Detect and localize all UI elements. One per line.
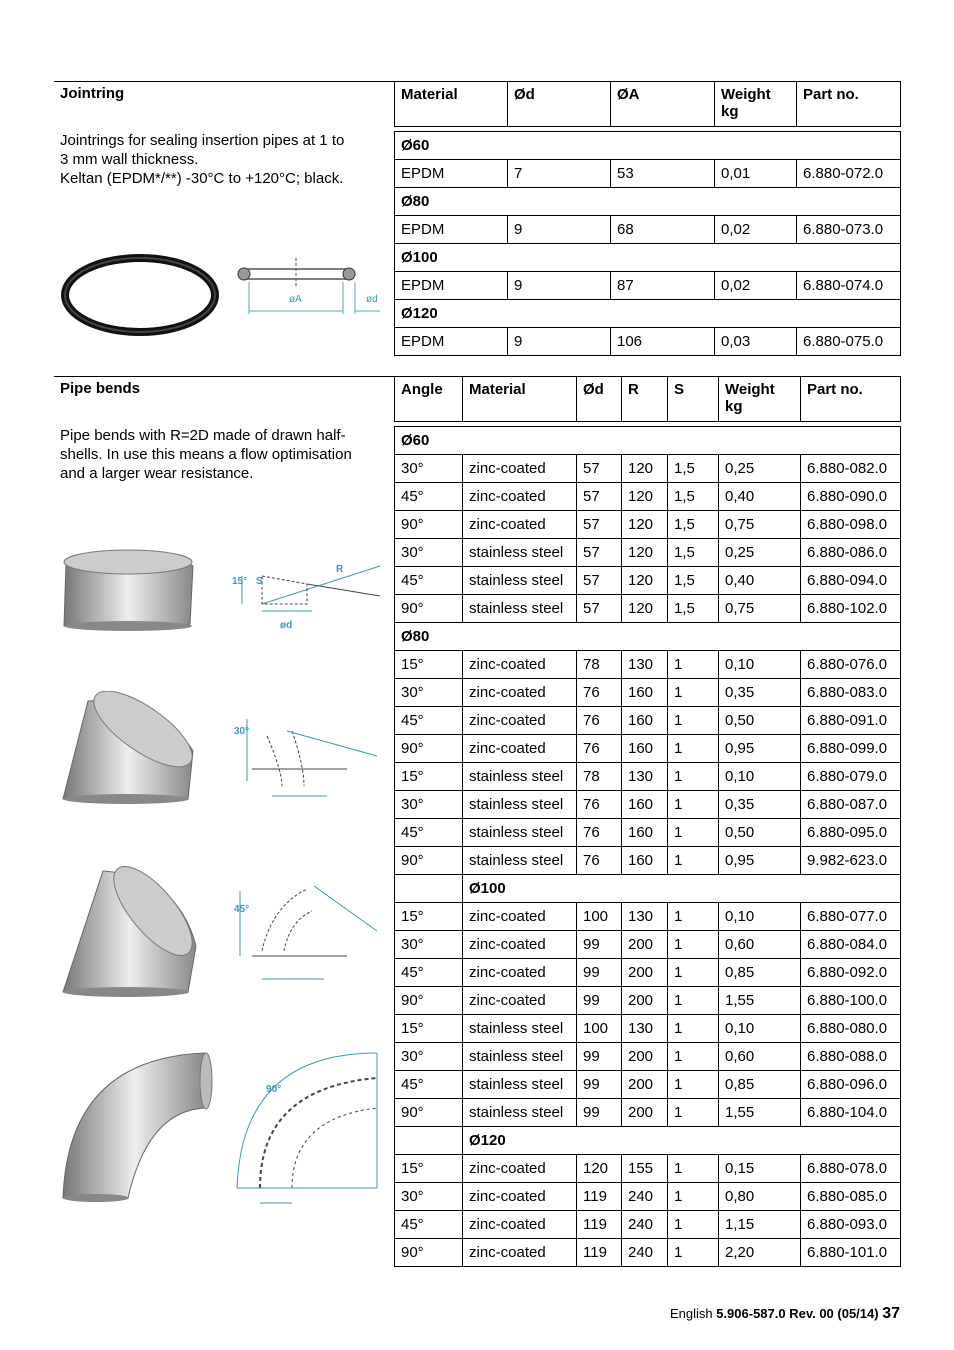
column-header: Ød: [577, 377, 622, 422]
table-cell: 200: [622, 959, 668, 987]
table-cell: 30°: [395, 931, 463, 959]
table-cell: 1: [668, 1211, 719, 1239]
table-cell: 200: [622, 1071, 668, 1099]
table-cell: 0,10: [719, 1015, 801, 1043]
table-cell: 200: [622, 1043, 668, 1071]
bend-30-drawing: [232, 711, 387, 801]
table-cell: stainless steel: [463, 595, 577, 623]
table-cell: 200: [622, 987, 668, 1015]
table-cell: 9: [508, 216, 611, 244]
table-cell: 6.880-100.0: [801, 987, 901, 1015]
table-cell: 0,75: [719, 595, 801, 623]
table-cell: 106: [611, 328, 715, 356]
table-cell: 6.880-098.0: [801, 511, 901, 539]
table-row: [395, 1155, 901, 1183]
table-cell: 0,25: [719, 455, 801, 483]
table-cell: 90°: [395, 847, 463, 875]
table-cell: 6.880-077.0: [801, 903, 901, 931]
table-cell: 1: [668, 847, 719, 875]
table-cell: 57: [577, 511, 622, 539]
table-cell: 0,35: [719, 791, 801, 819]
group-row: [395, 300, 901, 328]
column-header: ØA: [611, 82, 715, 127]
table-cell: zinc-coated: [463, 931, 577, 959]
table-cell: 120: [622, 595, 668, 623]
group-label: Ø80: [395, 623, 901, 651]
table-cell: 6.880-087.0: [801, 791, 901, 819]
table-cell: zinc-coated: [463, 959, 577, 987]
group-label: Ø100: [463, 875, 901, 903]
table-cell: 160: [622, 847, 668, 875]
table-row: [395, 567, 901, 595]
table-cell: 90°: [395, 511, 463, 539]
table-cell: 6.880-079.0: [801, 763, 901, 791]
table-cell: zinc-coated: [463, 1183, 577, 1211]
table-cell: 76: [577, 707, 622, 735]
table-row: [395, 511, 901, 539]
table-cell: 0,35: [719, 679, 801, 707]
table-cell: 6.880-101.0: [801, 1239, 901, 1267]
column-header: Angle: [395, 377, 463, 422]
column-header: Part no.: [801, 377, 901, 422]
table-row: [395, 707, 901, 735]
table-cell: zinc-coated: [463, 707, 577, 735]
dim-label-d: ød: [366, 294, 378, 305]
jointring-title: Jointring: [60, 85, 125, 102]
table-cell: 1: [668, 1043, 719, 1071]
table-cell: 78: [577, 763, 622, 791]
table-row: [395, 791, 901, 819]
table-cell: 119: [577, 1183, 622, 1211]
table-cell: 120: [577, 1155, 622, 1183]
table-row: [395, 1239, 901, 1267]
table-header-row: [395, 377, 901, 422]
column-header: Part no.: [797, 82, 901, 127]
table-cell: 0,02: [715, 216, 797, 244]
table-cell: stainless steel: [463, 819, 577, 847]
table-cell: zinc-coated: [463, 651, 577, 679]
table-cell: 1: [668, 1183, 719, 1211]
table-cell: 0,50: [719, 819, 801, 847]
group-label: Ø60: [395, 427, 901, 455]
table-cell: 200: [622, 1099, 668, 1127]
table-cell: 68: [611, 216, 715, 244]
table-cell: 90°: [395, 1099, 463, 1127]
table-cell: 90°: [395, 735, 463, 763]
table-header-row: [395, 82, 901, 127]
table-cell: 1: [668, 959, 719, 987]
table-cell: 6.880-104.0: [801, 1099, 901, 1127]
group-label: Ø120: [463, 1127, 901, 1155]
table-cell: 100: [577, 903, 622, 931]
column-header: S: [668, 377, 719, 422]
table-cell: 240: [622, 1239, 668, 1267]
table-cell: 30°: [395, 1183, 463, 1211]
column-header: Material: [463, 377, 577, 422]
table-cell: 6.880-078.0: [801, 1155, 901, 1183]
table-row: [395, 959, 901, 987]
table-cell: 1,5: [668, 483, 719, 511]
table-cell: 0,02: [715, 272, 797, 300]
table-cell: stainless steel: [463, 1043, 577, 1071]
table-cell: 160: [622, 735, 668, 763]
table-cell: 6.880-076.0: [801, 651, 901, 679]
table-cell: 1: [668, 735, 719, 763]
table-cell: 45°: [395, 1211, 463, 1239]
table-cell: 1: [668, 931, 719, 959]
drawing-angle-45: 45°: [234, 904, 250, 915]
table-cell: 6.880-085.0: [801, 1183, 901, 1211]
table-cell: 130: [622, 903, 668, 931]
table-cell: 0,85: [719, 1071, 801, 1099]
table-cell: 1,5: [668, 511, 719, 539]
table-cell: 1: [668, 1155, 719, 1183]
table-cell: 6.880-073.0: [797, 216, 901, 244]
table-cell: 0,95: [719, 735, 801, 763]
table-cell: 130: [622, 763, 668, 791]
section-rule: [54, 376, 395, 377]
bend-30-photo: [58, 691, 198, 806]
table-row: [395, 1099, 901, 1127]
table-cell: 0,03: [715, 328, 797, 356]
table-row: [395, 903, 901, 931]
table-cell: 6.880-094.0: [801, 567, 901, 595]
table-cell: 30°: [395, 679, 463, 707]
table-cell: 45°: [395, 819, 463, 847]
table-row: [395, 483, 901, 511]
table-cell: 30°: [395, 1043, 463, 1071]
dim-label-a: øA: [289, 294, 302, 305]
table-cell: 99: [577, 931, 622, 959]
table-cell: 1: [668, 1099, 719, 1127]
table-cell: 99: [577, 1071, 622, 1099]
section-rule: [54, 81, 395, 82]
table-row: [395, 595, 901, 623]
table-cell: 15°: [395, 651, 463, 679]
table-cell: 6.880-084.0: [801, 931, 901, 959]
table-cell: 119: [577, 1239, 622, 1267]
column-header: R: [622, 377, 668, 422]
table-row: [395, 1015, 901, 1043]
table-cell: 30°: [395, 455, 463, 483]
table-cell: 90°: [395, 987, 463, 1015]
table-row: [395, 651, 901, 679]
table-cell: 200: [622, 931, 668, 959]
table-cell: 0,50: [719, 707, 801, 735]
jointring-section: [54, 81, 900, 361]
table-cell: 1,15: [719, 1211, 801, 1239]
jointring-drawing: [234, 256, 384, 326]
table-cell: 57: [577, 483, 622, 511]
table-cell: stainless steel: [463, 567, 577, 595]
footer-language: English: [669, 1306, 713, 1321]
table-cell: 100: [577, 1015, 622, 1043]
table-cell: 0,10: [719, 651, 801, 679]
table-cell: zinc-coated: [463, 483, 577, 511]
table-cell: 15°: [395, 903, 463, 931]
group-row: [395, 427, 901, 455]
group-row: [395, 1127, 901, 1155]
table-cell: 160: [622, 707, 668, 735]
table-cell: 1: [668, 707, 719, 735]
table-cell: 76: [577, 819, 622, 847]
table-cell: 1: [668, 791, 719, 819]
bend-45-photo: [58, 866, 198, 1001]
table-cell: 160: [622, 679, 668, 707]
pipe-bends-title: Pipe bends: [60, 380, 141, 397]
table-cell: 0,85: [719, 959, 801, 987]
table-cell: 1: [668, 987, 719, 1015]
table-cell: stainless steel: [463, 1071, 577, 1099]
footer-doc-number: 5.906-587.0 Rev. 00 (05/14): [716, 1306, 879, 1321]
table-cell: 1,5: [668, 595, 719, 623]
jointring-description: Jointrings for sealing insertion pipes at 1 to 3 mm wall thickness. Keltan (EPDM*/**) -30°C to +120°C; black.: [60, 132, 345, 187]
table-cell: zinc-coated: [463, 1155, 577, 1183]
table-cell: 6.880-095.0: [801, 819, 901, 847]
table-cell: 1,5: [668, 455, 719, 483]
table-row: [395, 160, 901, 188]
table-cell: 76: [577, 679, 622, 707]
table-cell: 0,01: [715, 160, 797, 188]
pipe-bends-table: [394, 376, 901, 1267]
table-cell: 99: [577, 987, 622, 1015]
table-cell: 99: [577, 1099, 622, 1127]
table-cell: 45°: [395, 567, 463, 595]
table-cell: 6.880-091.0: [801, 707, 901, 735]
column-header: Weight kg: [719, 377, 801, 422]
table-cell: 6.880-092.0: [801, 959, 901, 987]
table-cell: zinc-coated: [463, 1211, 577, 1239]
table-cell: 6.880-088.0: [801, 1043, 901, 1071]
table-cell: 0,75: [719, 511, 801, 539]
table-cell: 0,95: [719, 847, 801, 875]
table-row: [395, 735, 901, 763]
table-cell: 57: [577, 539, 622, 567]
table-cell: 7: [508, 160, 611, 188]
table-cell: 57: [577, 455, 622, 483]
table-cell: 160: [622, 819, 668, 847]
table-cell: EPDM: [395, 272, 508, 300]
bend-90-photo: [58, 1048, 213, 1208]
column-header: Ød: [508, 82, 611, 127]
bend-15-drawing: [232, 556, 387, 636]
table-cell: EPDM: [395, 328, 508, 356]
table-row: [395, 679, 901, 707]
table-cell: 120: [622, 539, 668, 567]
table-cell: EPDM: [395, 160, 508, 188]
table-cell: 1: [668, 819, 719, 847]
table-cell: 120: [622, 483, 668, 511]
pipe-bends-description: Pipe bends with R=2D made of drawn half- shells. In use this means a flow optimisation and a larger wear resistance.: [60, 427, 352, 482]
table-row: [395, 819, 901, 847]
table-cell: 76: [577, 735, 622, 763]
table-row: [395, 1043, 901, 1071]
table-cell: 87: [611, 272, 715, 300]
page-number: 37: [882, 1305, 900, 1322]
group-row: [395, 244, 901, 272]
bend-90-drawing: [232, 1048, 392, 1218]
table-cell: 99: [577, 1043, 622, 1071]
table-cell: 155: [622, 1155, 668, 1183]
table-cell: 1: [668, 651, 719, 679]
table-cell: 240: [622, 1211, 668, 1239]
table-cell: 2,20: [719, 1239, 801, 1267]
table-cell: 6.880-082.0: [801, 455, 901, 483]
table-row: [395, 847, 901, 875]
table-cell: 30°: [395, 791, 463, 819]
table-cell: zinc-coated: [463, 455, 577, 483]
table-cell: stainless steel: [463, 1015, 577, 1043]
group-label: Ø60: [395, 132, 901, 160]
empty-cell: [395, 875, 463, 903]
column-header: Weight kg: [715, 82, 797, 127]
table-cell: 45°: [395, 959, 463, 987]
table-cell: 45°: [395, 707, 463, 735]
page-footer: [670, 1305, 900, 1323]
group-row: [395, 875, 901, 903]
table-cell: 6.880-075.0: [797, 328, 901, 356]
table-cell: 0,40: [719, 483, 801, 511]
table-cell: 0,15: [719, 1155, 801, 1183]
group-label: Ø80: [395, 188, 901, 216]
table-cell: 45°: [395, 1071, 463, 1099]
drawing-label-r: R: [336, 564, 344, 575]
drawing-angle-90: 90°: [266, 1084, 282, 1095]
table-cell: 90°: [395, 595, 463, 623]
table-cell: stainless steel: [463, 791, 577, 819]
table-cell: 1: [668, 1015, 719, 1043]
group-label: Ø120: [395, 300, 901, 328]
table-cell: stainless steel: [463, 1099, 577, 1127]
table-cell: 6.880-074.0: [797, 272, 901, 300]
table-cell: zinc-coated: [463, 903, 577, 931]
table-cell: zinc-coated: [463, 511, 577, 539]
table-cell: 1: [668, 1071, 719, 1099]
table-cell: 160: [622, 791, 668, 819]
table-cell: 1: [668, 1239, 719, 1267]
table-cell: stainless steel: [463, 763, 577, 791]
table-cell: 90°: [395, 1239, 463, 1267]
table-cell: 6.880-086.0: [801, 539, 901, 567]
jointring-photo: [58, 251, 223, 351]
table-cell: 6.880-102.0: [801, 595, 901, 623]
table-cell: 9: [508, 328, 611, 356]
drawing-label-s: S: [256, 576, 263, 587]
table-cell: 57: [577, 567, 622, 595]
table-cell: 119: [577, 1211, 622, 1239]
table-cell: 1: [668, 903, 719, 931]
table-cell: 1,55: [719, 987, 801, 1015]
table-cell: 99: [577, 959, 622, 987]
table-cell: stainless steel: [463, 847, 577, 875]
table-row: [395, 539, 901, 567]
table-cell: 6.880-093.0: [801, 1211, 901, 1239]
jointring-table: [394, 81, 901, 356]
table-cell: 6.880-090.0: [801, 483, 901, 511]
table-cell: 15°: [395, 1015, 463, 1043]
table-cell: 6.880-099.0: [801, 735, 901, 763]
table-row: [395, 455, 901, 483]
table-cell: 76: [577, 847, 622, 875]
table-cell: 9.982-623.0: [801, 847, 901, 875]
table-row: [395, 1183, 901, 1211]
table-cell: 1,5: [668, 567, 719, 595]
drawing-angle-15: 15°: [232, 576, 248, 587]
table-cell: 6.880-096.0: [801, 1071, 901, 1099]
table-cell: 0,40: [719, 567, 801, 595]
table-cell: stainless steel: [463, 539, 577, 567]
table-cell: 1: [668, 763, 719, 791]
table-cell: 0,10: [719, 763, 801, 791]
table-row: [395, 987, 901, 1015]
pipe-bends-section: [54, 376, 900, 1291]
empty-cell: [395, 1127, 463, 1155]
table-cell: 30°: [395, 539, 463, 567]
table-cell: 6.880-072.0: [797, 160, 901, 188]
table-cell: EPDM: [395, 216, 508, 244]
group-row: [395, 188, 901, 216]
table-cell: 120: [622, 511, 668, 539]
table-cell: 0,10: [719, 903, 801, 931]
table-cell: 15°: [395, 763, 463, 791]
table-cell: 0,25: [719, 539, 801, 567]
table-row: [395, 272, 901, 300]
table-row: [395, 1211, 901, 1239]
drawing-angle-30: 30°: [234, 726, 250, 737]
table-cell: 6.880-083.0: [801, 679, 901, 707]
column-header: Material: [395, 82, 508, 127]
table-row: [395, 1071, 901, 1099]
table-cell: zinc-coated: [463, 987, 577, 1015]
table-cell: 6.880-080.0: [801, 1015, 901, 1043]
table-cell: 9: [508, 272, 611, 300]
table-row: [395, 931, 901, 959]
table-cell: 1,55: [719, 1099, 801, 1127]
table-cell: 0,60: [719, 1043, 801, 1071]
table-cell: 130: [622, 1015, 668, 1043]
table-cell: zinc-coated: [463, 679, 577, 707]
table-cell: 0,80: [719, 1183, 801, 1211]
table-cell: 78: [577, 651, 622, 679]
group-row: [395, 623, 901, 651]
table-cell: 120: [622, 567, 668, 595]
table-cell: 1,5: [668, 539, 719, 567]
bend-45-drawing: [232, 881, 387, 986]
table-cell: 76: [577, 791, 622, 819]
bend-15-photo: [58, 544, 198, 634]
group-row: [395, 132, 901, 160]
table-cell: 120: [622, 455, 668, 483]
group-label: Ø100: [395, 244, 901, 272]
table-cell: 240: [622, 1183, 668, 1211]
table-cell: 0,60: [719, 931, 801, 959]
table-cell: 130: [622, 651, 668, 679]
table-cell: zinc-coated: [463, 735, 577, 763]
table-row: [395, 763, 901, 791]
table-cell: 53: [611, 160, 715, 188]
table-cell: 15°: [395, 1155, 463, 1183]
table-cell: 57: [577, 595, 622, 623]
table-cell: 1: [668, 679, 719, 707]
table-cell: 45°: [395, 483, 463, 511]
drawing-label-d: ød: [280, 620, 293, 631]
table-cell: zinc-coated: [463, 1239, 577, 1267]
table-row: [395, 328, 901, 356]
table-row: [395, 216, 901, 244]
